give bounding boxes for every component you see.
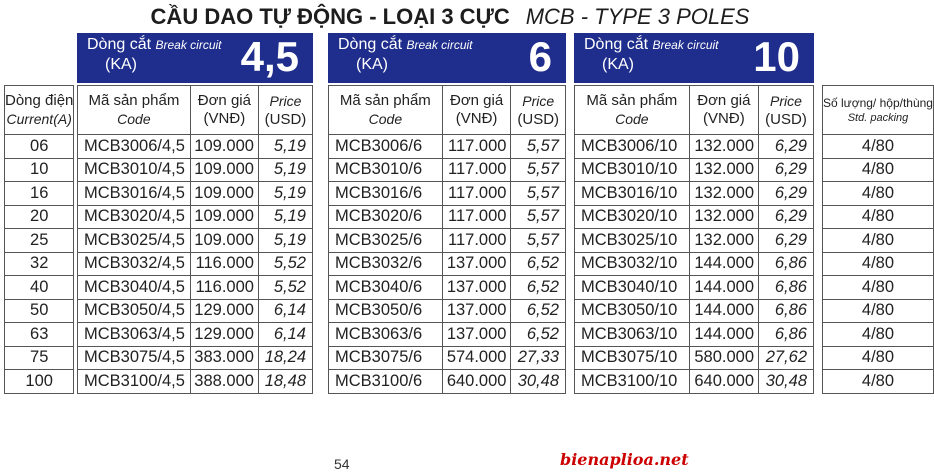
product-row [329,276,566,300]
current-table [4,85,74,394]
product-code: MCB3006/10 [575,135,690,159]
product-row [575,135,814,159]
price-usd: 5,57 [511,182,566,206]
product-code: MCB3010/4,5 [78,158,191,182]
packing-cell: 4/80 [823,158,934,182]
product-code: MCB3010/10 [575,158,690,182]
product-code: MCB3063/6 [329,323,443,347]
product-code: MCB3075/10 [575,346,690,370]
price-vnd: 109.000 [190,205,258,229]
current-cell: 32 [5,252,74,276]
price-usd: 6,52 [511,323,566,347]
usd-header: Price (USD) [759,86,814,135]
product-code: MCB3025/4,5 [78,229,191,253]
group-header: Dòng cắt Break circuit (KA) 6 [328,33,566,83]
price-usd: 6,52 [511,252,566,276]
packing-cell: 4/80 [823,370,934,394]
price-usd: 6,29 [759,182,814,206]
current-row [5,346,74,370]
product-table [574,85,814,394]
current-cell: 100 [5,370,74,394]
product-code: MCB3032/10 [575,252,690,276]
product-code: MCB3050/10 [575,299,690,323]
group-header: Dòng cắt Break circuit (KA) 10 [574,33,814,83]
packing-cell: 4/80 [823,182,934,206]
product-row [329,158,566,182]
packing-row [823,229,934,253]
price-usd: 18,24 [258,346,312,370]
product-row [329,229,566,253]
break-ka-value: 4,5 [240,33,299,80]
product-code: MCB3020/4,5 [78,205,191,229]
price-vnd: 109.000 [190,229,258,253]
price-vnd: 109.000 [190,182,258,206]
price-vnd: 132.000 [689,158,758,182]
price-vnd: 129.000 [190,323,258,347]
product-row [78,158,313,182]
price-vnd: 129.000 [190,299,258,323]
price-usd: 30,48 [511,370,566,394]
product-code: MCB3016/4,5 [78,182,191,206]
product-code: MCB3020/10 [575,205,690,229]
price-usd: 5,57 [511,158,566,182]
price-usd: 6,52 [511,299,566,323]
price-usd: 6,86 [759,299,814,323]
price-vnd: 117.000 [442,135,511,159]
code-header: Mã sản phẩm Code [329,86,443,135]
packing-cell: 4/80 [823,299,934,323]
price-usd: 5,19 [258,135,312,159]
packing-table [822,85,934,394]
current-row [5,135,74,159]
packing-cell: 4/80 [823,229,934,253]
packing-row [823,299,934,323]
product-code: MCB3040/10 [575,276,690,300]
price-usd: 5,57 [511,229,566,253]
current-cell: 16 [5,182,74,206]
packing-row [823,370,934,394]
current-cell: 06 [5,135,74,159]
current-cell: 20 [5,205,74,229]
packing-cell: 4/80 [823,323,934,347]
vnd-header: Đơn giá (VNĐ) [442,86,511,135]
packing-row [823,323,934,347]
price-vnd: 640.000 [442,370,511,394]
price-usd: 5,57 [511,205,566,229]
product-row [575,229,814,253]
price-usd: 6,86 [759,323,814,347]
packing-cell: 4/80 [823,276,934,300]
product-code: MCB3100/4,5 [78,370,191,394]
product-row [78,370,313,394]
price-vnd: 640.000 [689,370,758,394]
product-row [329,370,566,394]
price-usd: 6,14 [258,299,312,323]
code-header: Mã sản phẩm Code [78,86,191,135]
product-row [329,205,566,229]
page-title [0,4,900,30]
product-row [329,299,566,323]
packing-cell: 4/80 [823,205,934,229]
price-usd: 18,48 [258,370,312,394]
product-row [575,205,814,229]
product-code: MCB3050/4,5 [78,299,191,323]
price-usd: 6,86 [759,276,814,300]
product-table [328,85,566,394]
current-row [5,252,74,276]
price-usd: 6,52 [511,276,566,300]
price-vnd: 117.000 [442,229,511,253]
product-code: MCB3025/6 [329,229,443,253]
price-vnd: 137.000 [442,299,511,323]
vnd-header: Đơn giá (VNĐ) [689,86,758,135]
price-vnd: 383.000 [190,346,258,370]
product-row [78,135,313,159]
price-vnd: 388.000 [190,370,258,394]
product-code: MCB3040/6 [329,276,443,300]
packing-cell: 4/80 [823,135,934,159]
price-vnd: 574.000 [442,346,511,370]
price-vnd: 137.000 [442,323,511,347]
price-vnd: 144.000 [689,299,758,323]
product-row [575,252,814,276]
product-code: MCB3050/6 [329,299,443,323]
product-row [329,135,566,159]
price-usd: 5,19 [258,182,312,206]
price-usd: 5,19 [258,205,312,229]
price-vnd: 132.000 [689,135,758,159]
product-code: MCB3016/10 [575,182,690,206]
product-row [78,205,313,229]
product-code: MCB3010/6 [329,158,443,182]
product-row [78,346,313,370]
product-code: MCB3063/10 [575,323,690,347]
price-vnd: 117.000 [442,205,511,229]
current-cell: 25 [5,229,74,253]
packing-row [823,346,934,370]
price-vnd: 580.000 [689,346,758,370]
price-vnd: 109.000 [190,135,258,159]
current-row [5,299,74,323]
title-main: CẦU DAO TỰ ĐỘNG - LOẠI 3 CỰC [150,4,510,29]
code-header: Mã sản phẩm Code [575,86,690,135]
product-row [575,182,814,206]
packing-header: Số lượng/ hộp/thùng Std. packing [823,86,934,135]
product-row [78,323,313,347]
price-vnd: 137.000 [442,276,511,300]
break-ka-value: 6 [528,33,552,80]
product-row [575,276,814,300]
packing-row [823,205,934,229]
product-row [329,323,566,347]
product-code: MCB3006/4,5 [78,135,191,159]
packing-cell: 4/80 [823,252,934,276]
product-row [78,276,313,300]
price-vnd: 132.000 [689,229,758,253]
title-sub: MCB - TYPE 3 POLES [525,4,750,29]
usd-header: Price (USD) [511,86,566,135]
product-row [575,158,814,182]
price-usd: 5,19 [258,158,312,182]
product-row [575,299,814,323]
current-row [5,182,74,206]
current-cell: 10 [5,158,74,182]
price-vnd: 116.000 [190,276,258,300]
group-header: Dòng cắt Break circuit (KA) 4,5 [77,33,313,83]
price-vnd: 117.000 [442,182,511,206]
product-row [575,323,814,347]
price-usd: 27,62 [759,346,814,370]
product-code: MCB3006/6 [329,135,443,159]
current-row [5,323,74,347]
price-vnd: 116.000 [190,252,258,276]
current-row [5,158,74,182]
packing-row [823,252,934,276]
price-usd: 30,48 [759,370,814,394]
price-usd: 5,52 [258,276,312,300]
product-row [329,346,566,370]
product-code: MCB3100/6 [329,370,443,394]
vnd-header: Đơn giá (VNĐ) [190,86,258,135]
price-usd: 5,19 [258,229,312,253]
product-code: MCB3075/4,5 [78,346,191,370]
packing-row [823,276,934,300]
product-code: MCB3020/6 [329,205,443,229]
price-vnd: 144.000 [689,252,758,276]
packing-row [823,158,934,182]
product-row [575,370,814,394]
current-cell: 63 [5,323,74,347]
watermark: bienaplioa.net [560,450,689,469]
price-vnd: 132.000 [689,182,758,206]
packing-row [823,182,934,206]
product-code: MCB3025/10 [575,229,690,253]
current-row [5,370,74,394]
packing-row [823,135,934,159]
price-usd: 6,29 [759,158,814,182]
page-number: 54 [334,456,350,472]
packing-cell: 4/80 [823,346,934,370]
product-row [329,182,566,206]
current-cell: 50 [5,299,74,323]
price-vnd: 144.000 [689,323,758,347]
price-usd: 5,52 [258,252,312,276]
current-row [5,205,74,229]
price-usd: 6,86 [759,252,814,276]
product-row [329,252,566,276]
product-row [78,182,313,206]
price-vnd: 144.000 [689,276,758,300]
product-code: MCB3100/10 [575,370,690,394]
current-row [5,229,74,253]
price-vnd: 137.000 [442,252,511,276]
price-usd: 6,14 [258,323,312,347]
usd-header: Price (USD) [258,86,312,135]
product-code: MCB3032/4,5 [78,252,191,276]
price-usd: 6,29 [759,229,814,253]
break-ka-value: 10 [753,33,800,80]
product-row [78,229,313,253]
price-usd: 27,33 [511,346,566,370]
current-header: Dòng điện Current(A) [5,86,74,135]
product-code: MCB3063/4,5 [78,323,191,347]
product-code: MCB3040/4,5 [78,276,191,300]
price-vnd: 132.000 [689,205,758,229]
current-row [5,276,74,300]
product-code: MCB3032/6 [329,252,443,276]
product-code: MCB3016/6 [329,182,443,206]
price-usd: 6,29 [759,205,814,229]
price-usd: 5,57 [511,135,566,159]
product-row [78,252,313,276]
current-cell: 40 [5,276,74,300]
product-row [78,299,313,323]
product-table [77,85,313,394]
price-vnd: 117.000 [442,158,511,182]
current-cell: 75 [5,346,74,370]
product-row [575,346,814,370]
price-vnd: 109.000 [190,158,258,182]
product-code: MCB3075/6 [329,346,443,370]
price-usd: 6,29 [759,135,814,159]
